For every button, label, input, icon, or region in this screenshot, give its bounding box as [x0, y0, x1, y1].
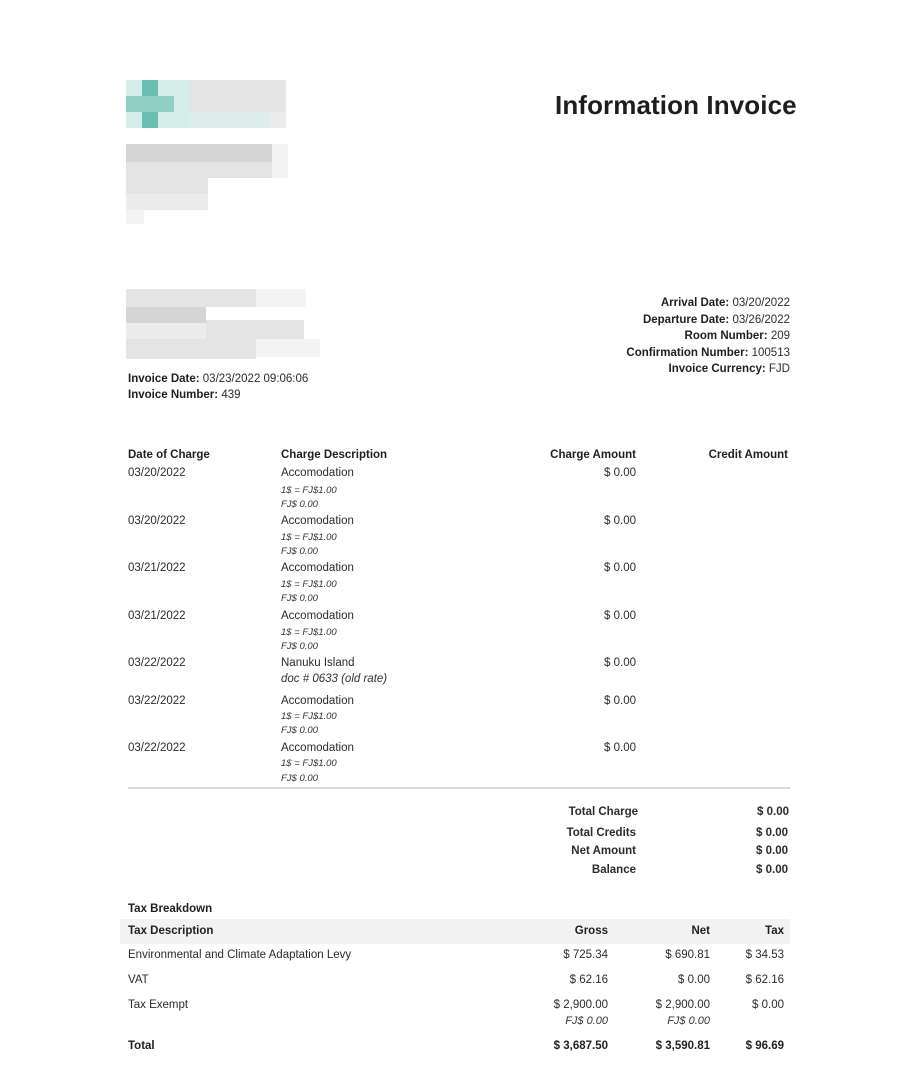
balance-label: Balance — [591, 864, 636, 876]
tax-net: $ 0.00 — [678, 974, 710, 986]
charge-description: Accomodation — [281, 562, 354, 574]
charge-date: 03/20/2022 — [128, 467, 186, 479]
tax-description: VAT — [128, 974, 149, 986]
exchange-rate: 1$ = FJ$1.00 — [281, 711, 337, 722]
invoice-date: Invoice Date: 03/23/2022 09:06:06 — [128, 373, 309, 385]
col-tax-description: Tax Description — [128, 925, 214, 937]
total-charge-value: $ 0.00 — [757, 806, 789, 818]
charge-description: Accomodation — [281, 467, 354, 479]
local-amount: FJ$ 0.00 — [281, 593, 318, 604]
charge-amount: $ 0.00 — [604, 515, 636, 527]
col-credit-amount: Credit Amount — [708, 449, 788, 461]
col-tax: Tax — [765, 925, 784, 937]
col-charge-description: Charge Description — [281, 449, 388, 461]
exchange-rate: 1$ = FJ$1.00 — [281, 627, 337, 638]
exchange-rate: 1$ = FJ$1.00 — [281, 532, 337, 543]
charge-amount: $ 0.00 — [604, 742, 636, 754]
charge-date: 03/22/2022 — [128, 742, 186, 754]
net-amount-value: $ 0.00 — [756, 845, 788, 857]
col-date-of-charge: Date of Charge — [128, 449, 210, 461]
charges-divider — [128, 787, 790, 789]
charge-description: Nanuku Island — [281, 657, 355, 669]
tax-description: Tax Exempt — [128, 999, 189, 1011]
tax-breakdown-title: Tax Breakdown — [128, 903, 213, 915]
balance-value: $ 0.00 — [756, 864, 788, 876]
invoice-title: Information Invoice — [555, 90, 797, 120]
local-amount: FJ$ 0.00 — [281, 725, 318, 736]
arrival-date: Arrival Date: 03/20/2022 — [660, 297, 790, 309]
charge-date: 03/22/2022 — [128, 695, 186, 707]
tax-net: $ 690.81 — [665, 949, 710, 961]
local-amount: FJ$ 0.00 — [281, 546, 318, 557]
tax-total-gross: $ 3,687.50 — [553, 1040, 608, 1052]
net-amount-label: Net Amount — [571, 845, 636, 857]
tax-gross: $ 2,900.00 — [553, 999, 608, 1011]
charge-description: Accomodation — [281, 610, 354, 622]
charge-amount: $ 0.00 — [604, 610, 636, 622]
charge-date: 03/22/2022 — [128, 657, 186, 669]
charge-date: 03/21/2022 — [128, 562, 186, 574]
charge-amount: $ 0.00 — [604, 467, 636, 479]
departure-date: Departure Date: 03/26/2022 — [642, 313, 790, 326]
tax-net-local: FJ$ 0.00 — [667, 1015, 710, 1027]
exchange-rate: 1$ = FJ$1.00 — [281, 579, 337, 590]
tax-gross: $ 62.16 — [569, 974, 608, 986]
exchange-rate: 1$ = FJ$1.00 — [281, 485, 337, 496]
tax-gross: $ 725.34 — [563, 949, 608, 961]
tax-amount: $ 62.16 — [745, 974, 784, 986]
tax-total-tax: $ 96.69 — [745, 1040, 784, 1052]
charge-amount: $ 0.00 — [604, 695, 636, 707]
tax-amount: $ 0.00 — [752, 999, 784, 1011]
exchange-rate: 1$ = FJ$1.00 — [281, 758, 337, 769]
charge-note: doc # 0633 (old rate) — [281, 673, 388, 685]
col-net: Net — [691, 925, 710, 937]
charge-description: Accomodation — [281, 695, 354, 707]
tax-gross-local: FJ$ 0.00 — [565, 1015, 608, 1027]
local-amount: FJ$ 0.00 — [281, 499, 318, 510]
invoice-details — [128, 371, 308, 403]
tax-amount: $ 34.53 — [745, 949, 784, 961]
confirmation-number: Confirmation Number: 100513 — [626, 346, 790, 359]
tax-total-net: $ 3,590.81 — [655, 1040, 710, 1052]
col-charge-amount: Charge Amount — [550, 449, 636, 461]
total-credits-label: Total Credits — [566, 827, 636, 839]
charge-description: Accomodation — [281, 515, 354, 527]
local-amount: FJ$ 0.00 — [281, 773, 318, 784]
invoice-currency: Invoice Currency: FJD — [668, 363, 790, 375]
charge-amount: $ 0.00 — [604, 657, 636, 669]
local-amount: FJ$ 0.00 — [281, 641, 318, 652]
total-credits-value: $ 0.00 — [756, 827, 788, 839]
stay-details — [626, 295, 790, 378]
room-number: Room Number: 209 — [684, 330, 790, 342]
charge-description: Accomodation — [281, 742, 354, 754]
tax-description: Environmental and Climate Adaptation Levy — [128, 949, 352, 961]
charge-amount: $ 0.00 — [604, 562, 636, 574]
invoice-number: Invoice Number: 439 — [128, 389, 241, 401]
tax-total-label: Total — [128, 1040, 155, 1052]
col-gross: Gross — [574, 925, 608, 937]
charge-date: 03/21/2022 — [128, 610, 186, 622]
charge-date: 03/20/2022 — [128, 515, 186, 527]
total-charge-label: Total Charge — [568, 806, 638, 818]
tax-net: $ 2,900.00 — [655, 999, 710, 1011]
